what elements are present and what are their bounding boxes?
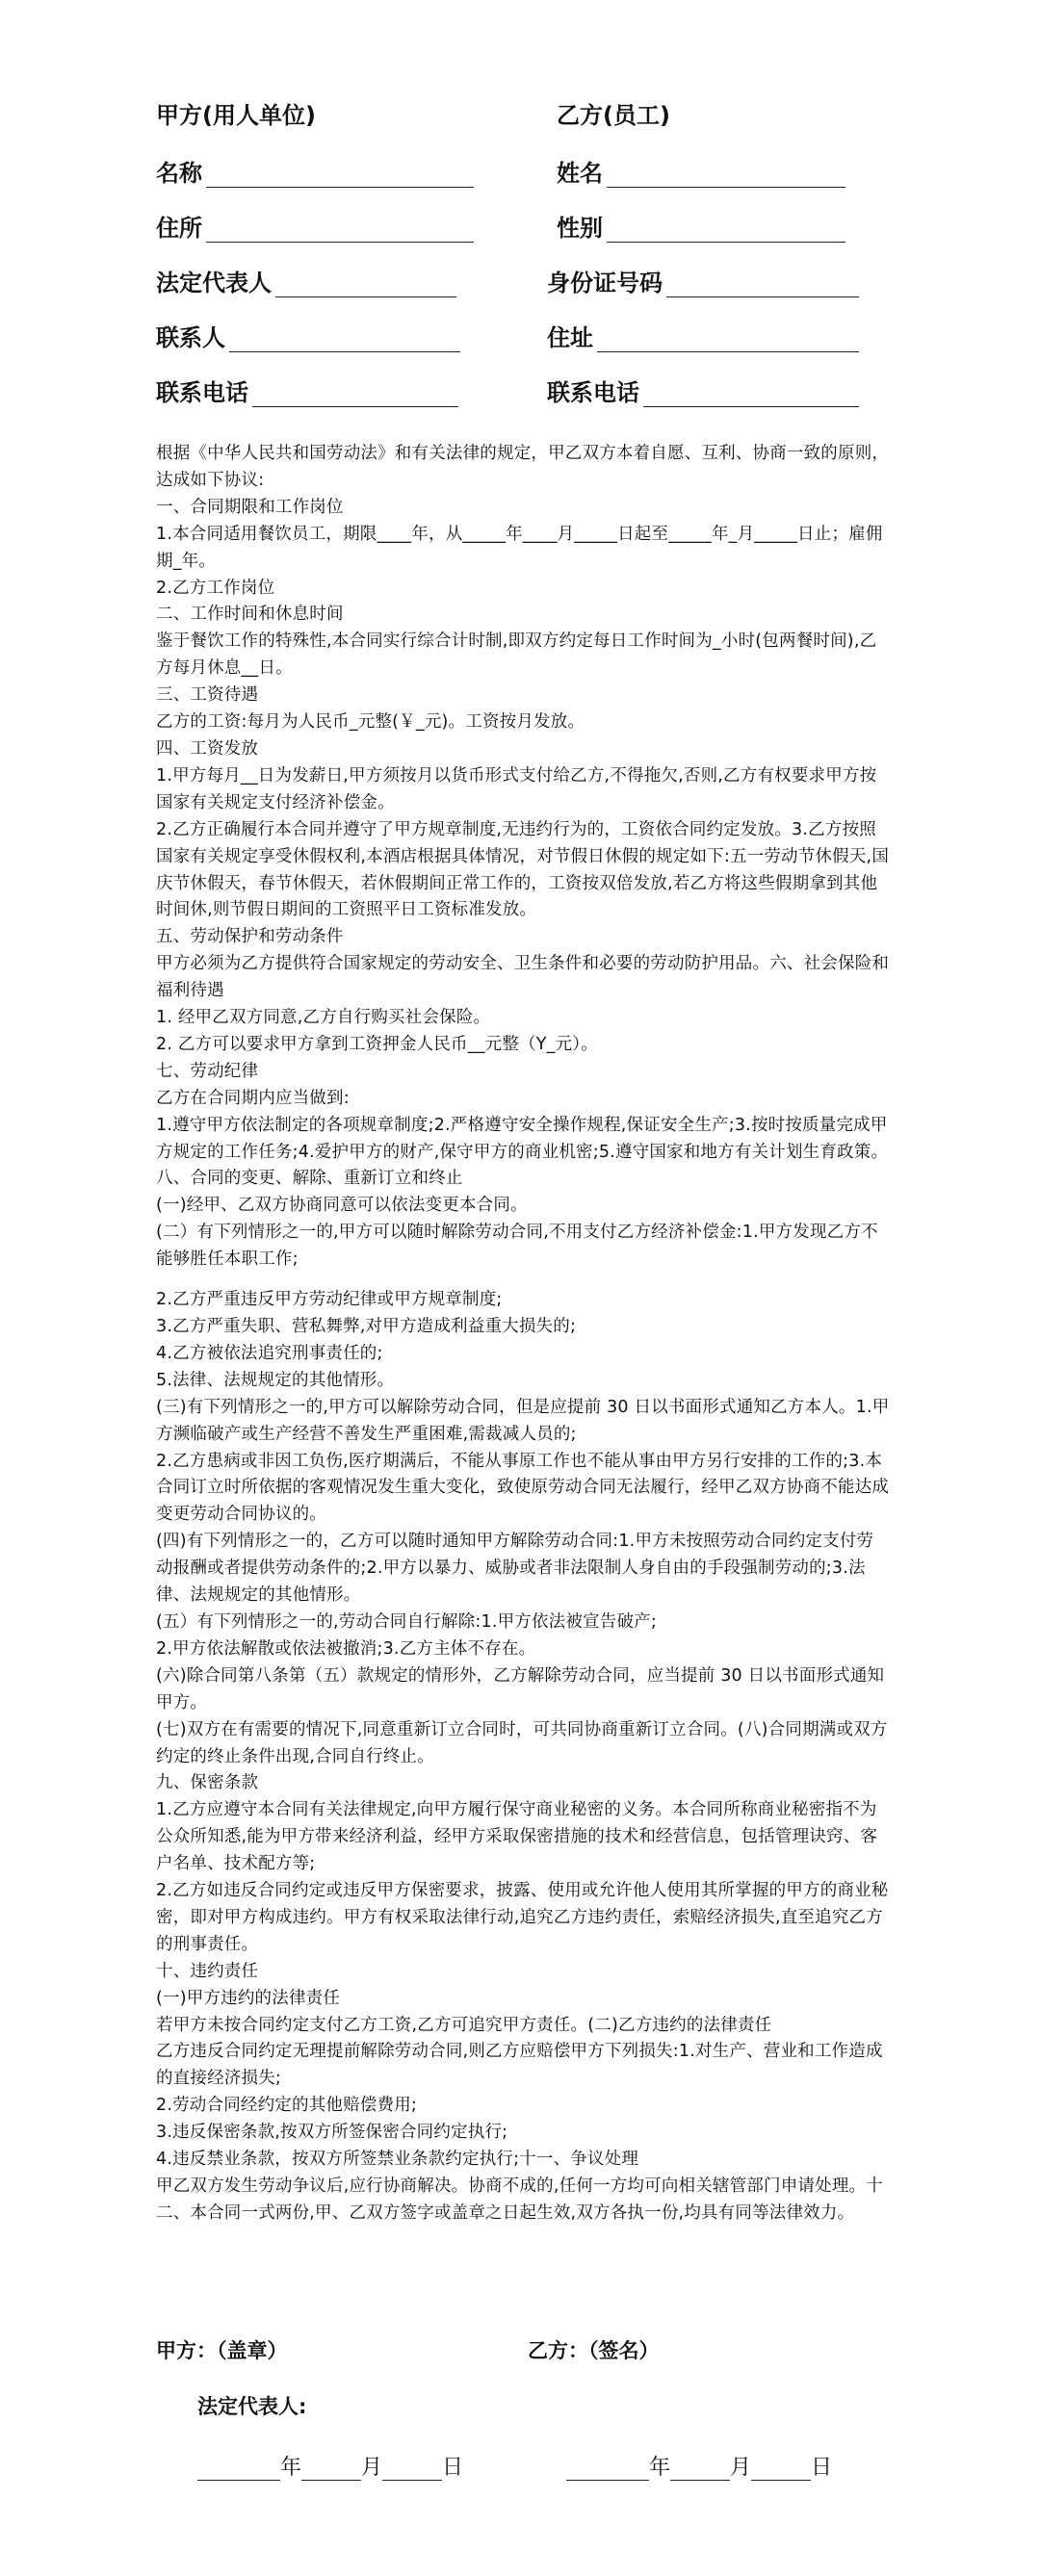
paragraph: (一)经甲、乙双方协商同意可以依法变更本合同。 xyxy=(156,1196,528,1216)
paragraph: 2.乙方如违反合同约定或违反甲方保密要求，披露、使用或允许他人使用其所掌握的甲方的商业秘密，即对甲方构成违约。甲方有权采取法律行动,追究乙方违约责任，索赔经济损失,直至追究乙方的刑事责任。 xyxy=(156,1881,889,1954)
paragraph: 2.劳动合同经约定的其他赔偿费用; xyxy=(156,2096,417,2116)
party-b-title: 乙方(员工) xyxy=(557,102,670,129)
paragraph: 鉴于餐饮工作的特殊性,本合同实行综合计时制,即双方约定每日工作时间为_小时(包两餐时间),乙方每月休息__日。 xyxy=(156,631,877,679)
blank-line xyxy=(229,326,460,352)
blank-line xyxy=(197,2457,280,2481)
spacer xyxy=(156,1274,890,1287)
paragraph: 4.乙方被依法追究刑事责任的; xyxy=(156,1343,383,1363)
paragraph: (四)有下列情形之一的，乙方可以随时通知甲方解除劳动合同:1.甲方未按照劳动合同约定支付劳动报酬或者提供劳动条件的;2.甲方以暴力、威胁或者非法限制人身自由的手段强制劳动的;3.法律、法规规定的其他情形。 xyxy=(156,1532,874,1606)
party-b-date: 年 月 日 xyxy=(566,2451,832,2481)
paragraph: (二）有下列情形之一的,甲方可以随时解除劳动合同,不用支付乙方经济补偿金:1.甲方发现乙方不能够胜任本职工作; xyxy=(156,1223,878,1270)
section-heading: 十、违约责任 xyxy=(156,1961,259,1981)
blank-line xyxy=(382,2457,442,2481)
paragraph: 2.乙方工作岗位 xyxy=(156,578,275,598)
paragraph: 3.乙方严重失职、营私舞弊,对甲方造成利益重大损失的; xyxy=(156,1317,577,1336)
paragraph: 甲乙双方发生劳动争议后,应行协商解决。协商不成的,任何一方均可向相关辖管部门申请处理。十二、本合同一式两份,甲、乙双方签字或盖章之日起生效,双方各执一份,均具有同等法律效力。 xyxy=(156,2177,883,2223)
blank-line xyxy=(607,217,845,243)
blank-line xyxy=(252,381,458,407)
paragraph: 乙方在合同期内应当做到: xyxy=(156,1088,350,1108)
paragraph: 2.乙方正确履行本合同并遵守了甲方规章制度,无违约行为的，工资依合同约定发放。3.乙方按照国家有关规定享受休假权利,本酒店根据具体情况，对节假日休假的规定如下:五一劳动节休假天,国庆节休假天，春节休假天，若休假期间正常工作的，工资按双倍发放,若乙方将这些假期拿到其他时间休,则节假日期间的工资照平日工资标准发放。 xyxy=(156,819,890,920)
contract-body xyxy=(156,441,890,2228)
blank-line xyxy=(206,162,474,188)
paragraph: 1. 经甲乙双方同意,乙方自行购买社会保险。 xyxy=(156,1008,491,1028)
section-heading: 五、劳动保护和劳动条件 xyxy=(156,927,344,947)
party-b-sign-label: 乙方：（签名） xyxy=(528,2339,660,2362)
paragraph: (一)甲方违约的法律责任 xyxy=(156,1988,341,2008)
paragraph: 甲方必须为乙方提供符合国家规定的劳动安全、卫生条件和必要的劳动防护用品。六、社会保险和福利待遇 xyxy=(156,954,890,1001)
party-a-title: 甲方(用人单位) xyxy=(156,102,316,129)
paragraph: (七)双方在有需要的情况下,同意重新订立合同时，可共同协商重新订立合同。(八)合同期满或双方约定的终止条件出现,合同自行终止。 xyxy=(156,1719,888,1766)
paragraph: 1.本合同适用餐饮员工，期限____年，从_____年____月_____日起至_____年_月_____日止；雇佣期_年。 xyxy=(156,524,883,571)
party-a-seal-label: 甲方：（盖章） xyxy=(156,2339,288,2362)
section-heading: 九、保密条款 xyxy=(156,1773,259,1793)
party-a-legal-rep-field: 法定代表人 xyxy=(156,264,456,297)
paragraph: 2.乙方严重违反甲方劳动纪律或甲方规章制度; xyxy=(156,1290,503,1310)
party-a-phone-field: 联系电话 xyxy=(156,374,458,407)
party-b-address-field: 住址 xyxy=(547,319,859,352)
paragraph: 3.违反保密条款,按双方所签保密合同约定执行; xyxy=(156,2123,508,2143)
paragraph: (五）有下列情形之一的,劳动合同自行解除:1.甲方依法被宣告破产; xyxy=(156,1611,657,1632)
blank-line xyxy=(751,2457,811,2481)
paragraph: 1.乙方应遵守本合同有关法律规定,向甲方履行保守商业秘密的义务。本合同所称商业秘密指不为公众所知悉,能为甲方带来经济利益，经甲方采取保密措施的技术和经营信息，包括管理诀窍、客户名单、技术配方等; xyxy=(156,1800,878,1874)
section-heading: 七、劳动纪律 xyxy=(156,1061,259,1081)
paragraph: 1.遵守甲方依法制定的各项规章制度;2.严格遵守安全操作规程,保证安全生产;3.按时按质量完成甲方规定的工作任务;4.爱护甲方的财产,保守甲方的商业机密;5.遵守国家和地方有关计划生育政策。八、合同的变更、解除、重新订立和终止 xyxy=(156,1115,889,1189)
section-heading: 三、工资待遇 xyxy=(156,685,259,706)
paragraph: 乙方的工资:每月为人民币_元整(￥_元)。工资按月发放。 xyxy=(156,712,585,733)
party-b-phone-field: 联系电话 xyxy=(547,374,859,407)
section-heading: 一、合同期限和工作岗位 xyxy=(156,497,344,517)
party-b-name-field: 姓名 xyxy=(557,154,845,188)
party-a-address-field: 住所 xyxy=(156,209,474,243)
paragraph: 4.违反禁业条款，按双方所签禁业条款约定执行;十一、争议处理 xyxy=(156,2150,639,2170)
paragraph: 若甲方未按合同约定支付乙方工资,乙方可追究甲方责任。(二)乙方违约的法律责任 xyxy=(156,2015,772,2035)
blank-line xyxy=(607,162,845,188)
paragraph: 根据《中华人民共和国劳动法》和有关法律的规定，甲乙双方本着自愿、互利、协商一致的原则，达成如下协议: xyxy=(156,444,890,490)
party-a-name-field: 名称 xyxy=(156,154,474,188)
paragraph: (三)有下列情形之一的,甲方可以解除劳动合同，但是应提前 30 日以书面形式通知乙方本人。1.甲方濒临破产或生产经营不善发生严重困难,需裁减人员的; xyxy=(156,1397,890,1444)
section-heading: 二、工作时间和休息时间 xyxy=(156,605,344,625)
party-a-contact-field: 联系人 xyxy=(156,319,460,352)
blank-line xyxy=(206,217,474,243)
blank-line xyxy=(643,381,859,407)
party-b-id-field: 身份证号码 xyxy=(547,264,859,297)
blank-line xyxy=(597,326,859,352)
paragraph: 2.乙方患病或非因工负伤,医疗期满后，不能从事原工作也不能从事由甲方另行安排的工作的;3.本合同订立时所依据的客观情况发生重大变化，致使原劳动合同无法履行，经甲乙双方协商不能达成变更劳动合同协议的。 xyxy=(156,1451,890,1525)
paragraph: (六)除合同第八条第（五）款规定的情形外，乙方解除劳动合同，应当提前 30 日以书面形式通知甲方。 xyxy=(156,1665,885,1713)
paragraph: 2.甲方依法解散或依法被撤消;3.乙方主体不存在。 xyxy=(156,1638,536,1659)
legal-rep-label: 法定代表人: xyxy=(197,2395,307,2418)
paragraph: 5.法律、法规规定的其他情形。 xyxy=(156,1370,395,1390)
party-a-date: 年 月 日 xyxy=(197,2451,463,2481)
party-b-gender-field: 性别 xyxy=(557,209,845,243)
blank-line xyxy=(666,271,859,297)
section-heading: 四、工资发放 xyxy=(156,738,259,759)
paragraph: 2. 乙方可以要求甲方拿到工资押金人民币__元整（Y_元）。 xyxy=(156,1034,598,1054)
blank-line xyxy=(566,2457,649,2481)
blank-line xyxy=(275,271,456,297)
blank-line xyxy=(301,2457,361,2481)
paragraph: 1.甲方每月__日为发薪日,甲方须按月以货币形式支付给乙方,不得拖欠,否则,乙方有权要求甲方按国家有关规定支付经济补偿金。 xyxy=(156,765,877,812)
blank-line xyxy=(670,2457,730,2481)
paragraph: 乙方违反合同约定无理提前解除劳动合同,则乙方应赔偿甲方下列损失:1.对生产、营业和工作造成的直接经济损失; xyxy=(156,2042,883,2089)
